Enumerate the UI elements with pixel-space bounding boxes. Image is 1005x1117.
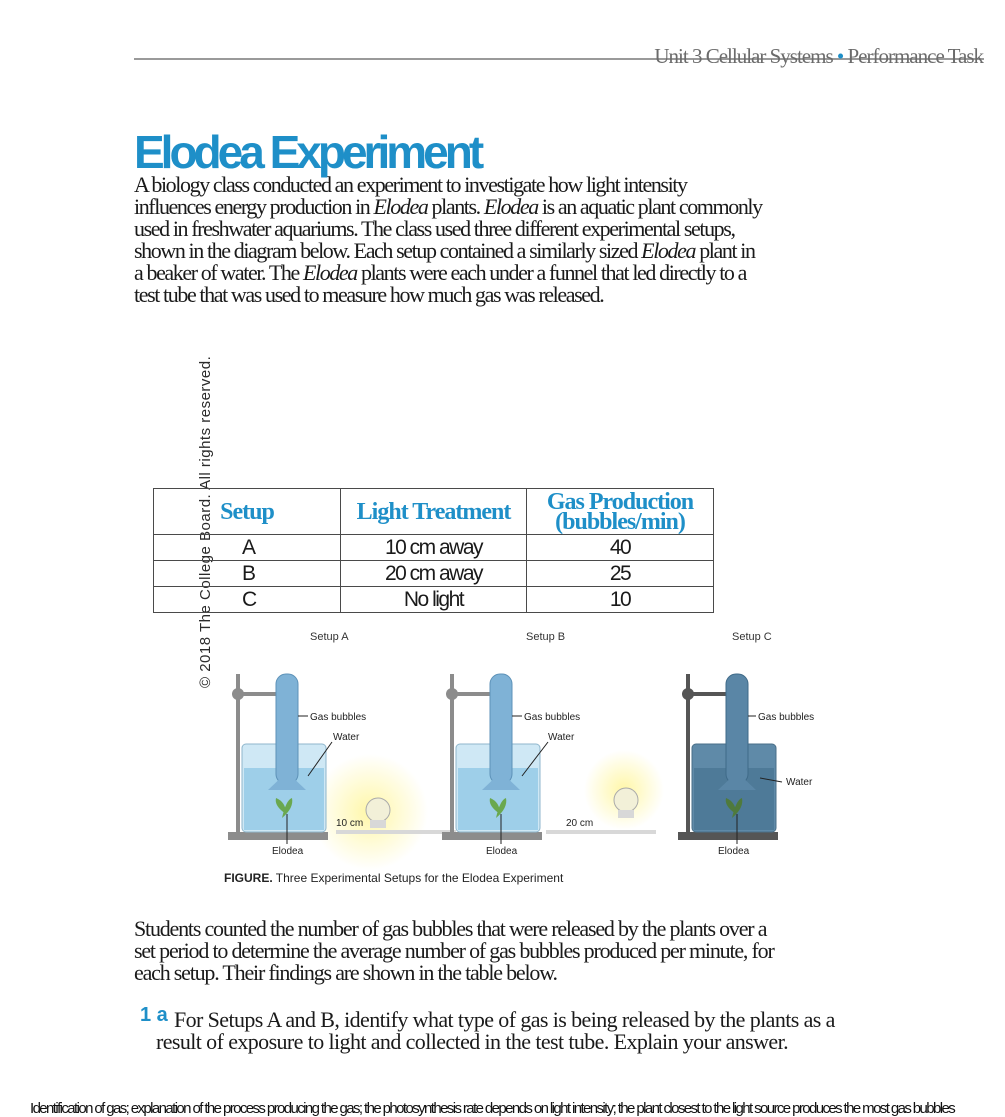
distance-label-b: 20 cm [566,818,594,829]
caption-label: FIGURE. [224,871,273,885]
table-header-row [154,489,714,535]
table-row [154,535,714,561]
setup-a-label: Setup A [310,631,349,643]
water-label: Water [786,777,813,788]
unit-label: Unit 3 [654,44,702,68]
header-light-treatment: Light Treatment [341,489,527,535]
unit-title: Cellular Systems [705,44,833,68]
intro-elodea-1: Elodea [373,194,428,219]
water-label: Water [333,732,360,743]
table-cell-setup: A [154,535,341,561]
intro-text-2: plants. [427,194,484,219]
water-label: Water [548,732,575,743]
setup-b-apparatus [442,674,664,857]
running-header [654,44,983,69]
intro-elodea-2: Elodea [483,194,538,219]
task-label: Performance Task [847,44,983,68]
intro-text-3: is an aquatic plant commonly used in freshwater aquariums. The class used three different experimental setups, shown in the diagram below. Each setup contained a similarly sized [134,194,762,263]
header-setup: Setup [154,489,341,535]
table-cell-gas: 40 [527,535,714,561]
table-cell-setup: C [154,587,341,613]
intro-text-5: plants were each under a funnel that led directly to a test tube that was used to measure how much gas was released. [134,260,746,307]
experiment-figure [220,622,840,894]
figure-caption [224,871,564,885]
intro-paragraph [134,174,764,306]
table-row [154,587,714,613]
table-cell-gas: 25 [527,561,714,587]
elodea-label: Elodea [272,846,304,857]
table-cell-light: 10 cm away [341,535,527,561]
copyright-notice: © 2018 The College Board. All rights reserved. [197,355,214,688]
results-table [153,488,714,613]
question-text: For Setups A and B, identify what type of gas is being released by the plants as a result of exposure to light and collected in the test tube. Explain your answer. [156,1007,835,1054]
elodea-label: Elodea [718,846,750,857]
gas-bubbles-label: Gas bubbles [310,712,367,723]
intro-elodea-4: Elodea [302,260,357,285]
table-cell-gas: 10 [527,587,714,613]
elodea-label: Elodea [486,846,518,857]
table-row [154,561,714,587]
table-cell-light: 20 cm away [341,561,527,587]
question-number: 1 a [140,1004,168,1026]
table-cell-setup: B [154,561,341,587]
setup-b-label: Setup B [526,631,566,643]
table-cell-light: No light [341,587,527,613]
header-gas-production: Gas Production (bubbles/min) [527,489,714,535]
intro-text-1: A biology class conducted an experiment to investigate how light intensity influences energy production in [134,172,687,219]
setup-a-apparatus [228,674,456,870]
setup-c-label: Setup C [732,631,772,643]
footer-rubric-text: Identification of gas; explanation of the process producing the gas; the photosynthesis rate depends on light intensity; the plant closest to the light source produces the most gas bubbles [30,1100,955,1117]
header-separator: • [836,44,844,68]
setup-c-apparatus [678,674,814,857]
page-title: Elodea Experiment [134,126,481,178]
intro-text-4: plant in a beaker of water. The [134,238,755,285]
gas-bubbles-label: Gas bubbles [524,712,581,723]
procedure-paragraph: Students counted the number of gas bubbles that were released by the plants over a set period to determine the average number of gas bubbles produced per minute, for each setup. Their findings are shown in the table below. [134,916,774,985]
caption-text: Three Experimental Setups for the Elodea Experiment [272,871,564,885]
distance-label-a: 10 cm [336,818,364,829]
gas-bubbles-label: Gas bubbles [758,712,815,723]
intro-elodea-3: Elodea [641,238,696,263]
